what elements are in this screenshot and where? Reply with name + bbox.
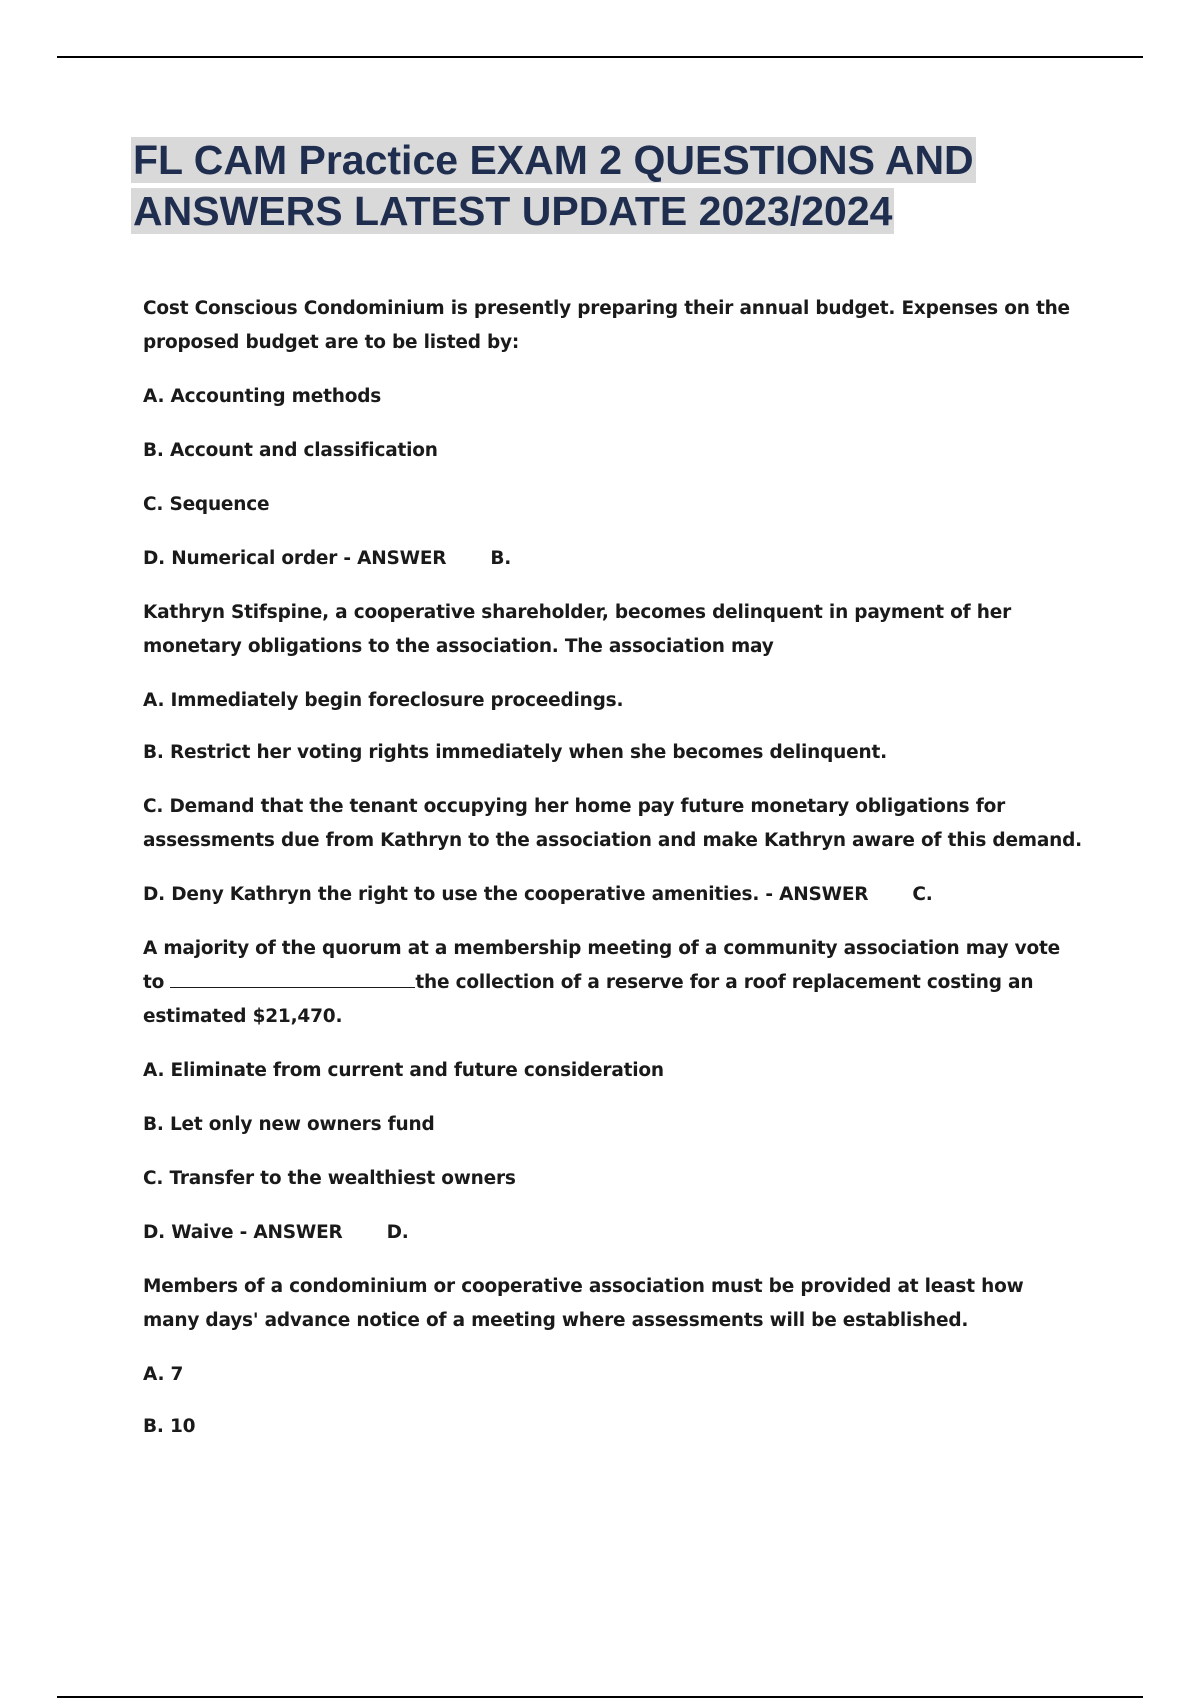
title-line-1: FL CAM Practice EXAM 2 QUESTIONS AND — [133, 137, 974, 183]
question-4-stem: Members of a condominium or cooperative association must be provided at least how many days' advance notice of a meeting where assessments will be established. — [143, 1276, 1024, 1331]
question-2-option-a: A. Immediately begin foreclosure proceedings. — [143, 690, 624, 711]
question-3-option-d-text: D. Waive - ANSWER — [143, 1222, 343, 1243]
question-1-answer: B. — [490, 548, 512, 569]
title-line-2: ANSWERS LATEST UPDATE 2023/2024 — [133, 188, 893, 234]
fill-in-blank — [170, 967, 415, 988]
question-1-option-d — [143, 542, 1083, 576]
question-4-option-b: B. 10 — [143, 1416, 196, 1437]
question-1-option-a: A. Accounting methods — [143, 386, 382, 407]
question-3-option-a: A. Eliminate from current and future consideration — [143, 1060, 664, 1081]
question-3-option-d — [143, 1216, 1083, 1250]
question-2-option-d-text: D. Deny Kathryn the right to use the cooperative amenities. - ANSWER — [143, 884, 869, 905]
question-2-option-b: B. Restrict her voting rights immediately when she becomes delinquent. — [143, 742, 887, 763]
question-2-option-d — [143, 878, 1083, 912]
question-3-answer: D. — [386, 1222, 409, 1243]
question-3-stem — [143, 932, 1083, 1034]
question-3-option-c: C. Transfer to the wealthiest owners — [143, 1168, 516, 1189]
bottom-rule — [57, 1696, 1143, 1698]
questions-body — [143, 292, 1083, 1464]
question-4-option-a: A. 7 — [143, 1364, 184, 1385]
question-2-answer: C. — [912, 884, 933, 905]
question-1-option-b: B. Account and classification — [143, 440, 438, 461]
question-3-stem-end: the collection of a reserve for a roof replacement costing an estimated $21,470. — [143, 972, 1034, 1027]
question-1-option-c: C. Sequence — [143, 494, 270, 515]
question-1-stem: Cost Conscious Condominium is presently preparing their annual budget. Expenses on the proposed budget are to be listed by: — [143, 298, 1070, 353]
top-rule — [57, 56, 1143, 58]
question-2-stem: Kathryn Stifspine, a cooperative shareholder, becomes delinquent in payment of her monetary obligations to the association. The association may — [143, 602, 1012, 657]
question-1-option-d-text: D. Numerical order - ANSWER — [143, 548, 447, 569]
question-3-option-b: B. Let only new owners fund — [143, 1114, 435, 1135]
question-3-stem-start: A majority of the quorum at a membership meeting of a community association may vote to — [143, 938, 1060, 993]
document-title — [131, 135, 1091, 237]
question-2-option-c: C. Demand that the tenant occupying her home pay future monetary obligations for assessments due from Kathryn to the association and make Kathryn aware of this demand. — [143, 796, 1082, 851]
